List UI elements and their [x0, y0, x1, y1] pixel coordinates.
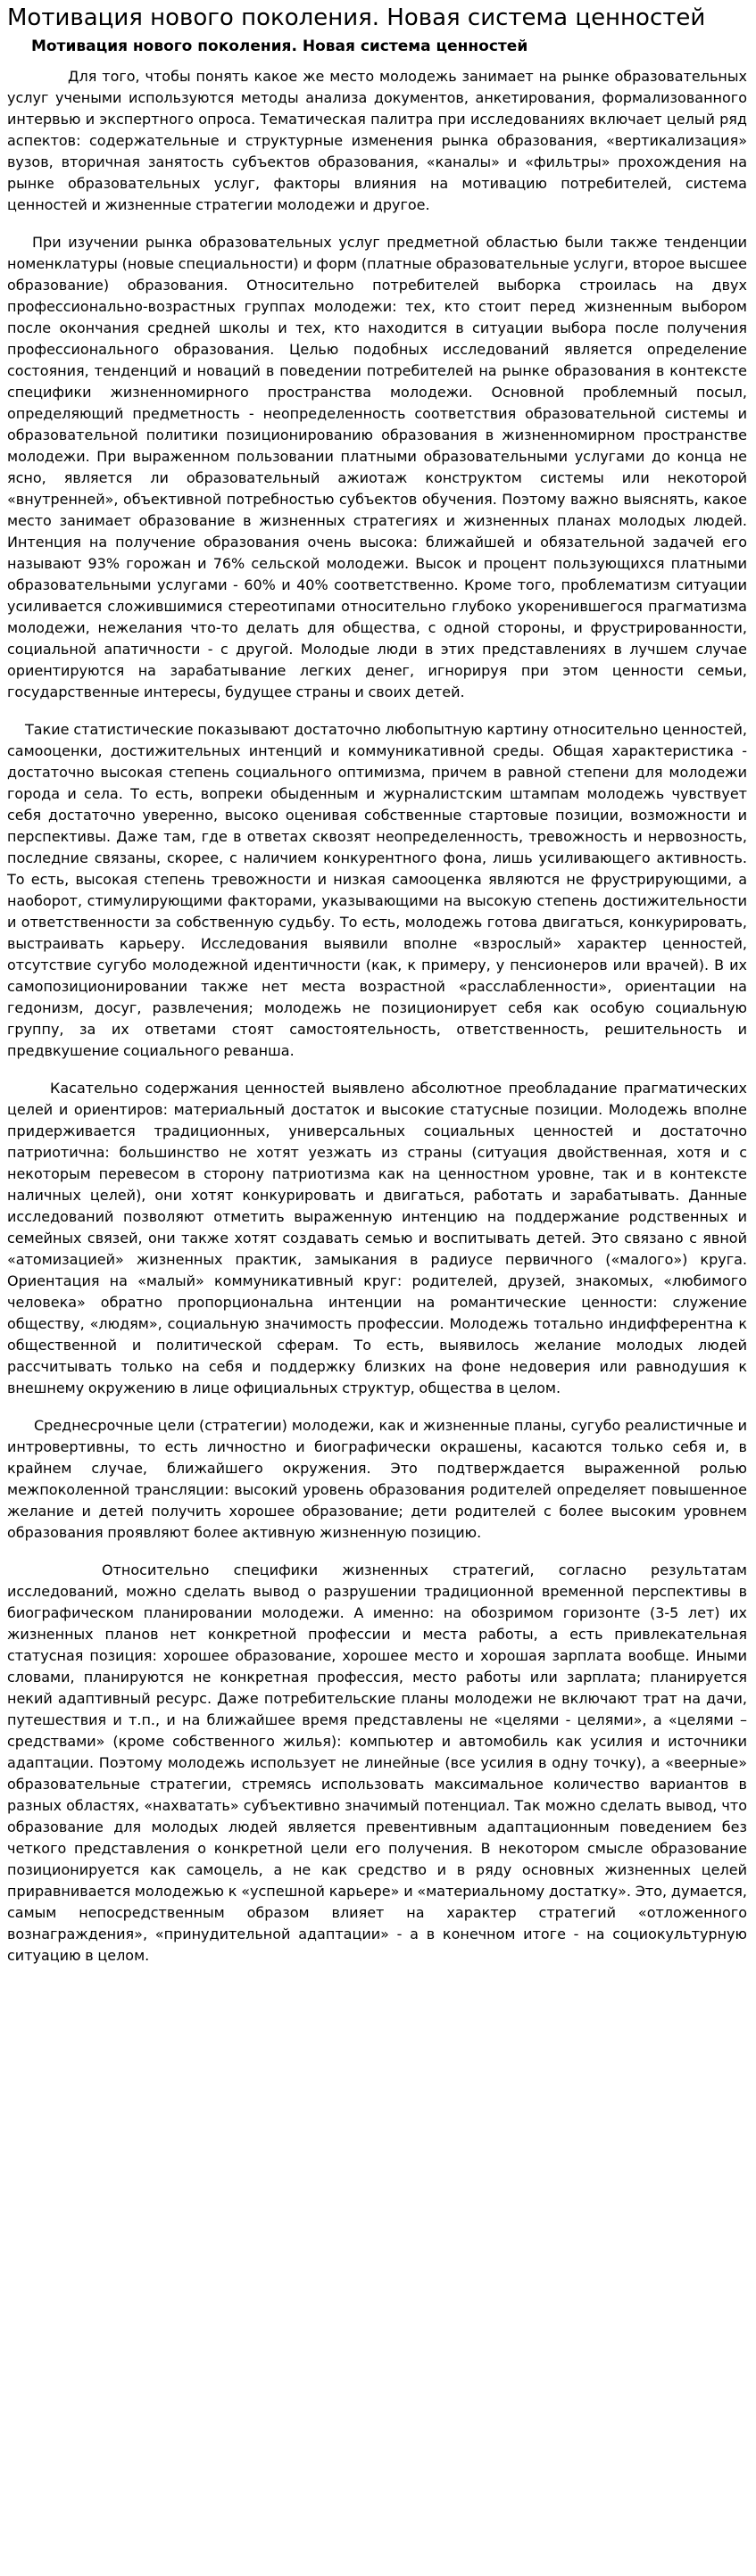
page-title: Мотивация нового поколения. Новая система ценностей — [7, 4, 706, 31]
paragraph-3: Такие статистические показывают достаточно любопытную картину относительно ценностей, самооценки, достижительных интенций и коммуникативной среды. Общая характеристика - достаточно высокая степень социального оптимизма, причем в равной степени для молодежи города и села. То есть, вопреки обыденным и журналистским штампам молодежь чувствует себя достаточно уверенно, высоко оценивая собственные стартовые позиции, возможности и перспективы. Даже там, где в ответах сквозят неопределенность, тревожность и нервозность, последние связаны, скорее, с наличием конкурентного фона, лишь усиливающего активность. То есть, высокая степень тревожности и низкая самооценка являются не фрустрирующими, а наоборот, стимулирующими факторами, указывающими на высокую степень достижительности и ответственности за собственную судьбу. То есть, молодежь готова двигаться, конкурировать, выстраивать карьеру. Исследования выявили вполне «взрослый» характер ценностей, отсутствие сугубо молодежной идентичности (как, к примеру, у пенсионеров или врачей). В их самопозиционировании также нет места возрастной «расслабленности», ориентации на гедонизм, досуг, развлечения; молодежь не позиционирует себя как особую социальную группу, за их ответами стоят самостоятельность, ответственность, решительность и предвкушение социального реванша. — [7, 721, 747, 1059]
paragraph-6: Относительно специфики жизненных стратегий, согласно результатам исследований, можно сделать вывод о разрушении традиционной временной перспективы в биографическом планировании молодежи. А именно: на обозримом горизонте (3-5 лет) их жизненных планов нет конкретной профессии и места работы, а есть привлекательная статусная позиция: хорошее образование, хорошее место и хорошая зарплата вообще. Иными словами, планируются не конкретная профессия, место работы или зарплата; планируется некий адаптивный ресурс. Даже потребительские планы молодежи не включают трат на дачи, путешествия и т.п., и на ближайшее время представлены не «целями - целями», а «целями – средствами» (кроме собственного жилья): компьютер и автомобиль как усилия и источники адаптации. Поэтому молодежь использует не линейные (все усилия в одну точку), а «веерные» образовательные стратегии, стремясь использовать максимальное количество вариантов в разных областях, «нахватать» субъективно значимый потенциал. Так можно сделать вывод, что образование для молодых людей является превентивным адаптационным поведением без четкого представления о конкретной цели его получения. В некотором смысле образование позиционируется как самоцель, а не как средство и в ряду основных жизненных целей приравнивается молодежью к «успешной карьере» и «материальному достатку». Это, думается, самым непосредственным образом влияет на характер стратегий «отложенного вознаграждения», «принудительной адаптации» - а в конечном итоге - на социокультурную ситуацию в целом. — [7, 1561, 747, 1964]
paragraph-4: Касательно содержания ценностей выявлено абсолютное преобладание прагматических целей и ориентиров: материальный достаток и высокие статусные позиции. Молодежь вполне придерживается традиционных, универсальных социальных ценностей и достаточно патриотична: большинство не хотят уезжать из страны (ситуация двойственная, хотя и с некоторым перевесом в сторону патриотизма как на ценностном уровне, так и в контексте наличных целей), они хотят конкурировать и двигаться, работать и зарабатывать. Данные исследований позволяют отметить выраженную интенцию на поддержание родственных и семейных связей, они также хотят создавать семью и воспитывать детей. Это связано с явной «атомизацией» жизненных практик, замыкания в радиусе первичного («малого») круга. Ориентация на «малый» коммуникативный круг: родителей, друзей, знакомых, «любимого человека» обратно пропорциональна интенции на романтические ценности: служение обществу, «людям», социальную значимость профессии. Молодежь тотально индифферентна к общественной и политической сферам. То есть, выявилось желание молодых людей рассчитывать только на себя и поддержку близких на фоне недоверия или равнодушия к внешнему окружению в лице официальных структур, общества в целом. — [7, 1080, 747, 1396]
paragraph-5: Среднесрочные цели (стратегии) молодежи, как и жизненные планы, сугубо реалистичные и интровертивны, то есть личностно и биографически окрашены, касаются только себя и, в крайнем случае, ближайшего окружения. Это подтверждается выраженной ролью межпоколенной трансляции: высокий уровень образования родителей определяет повышенное желание и детей получить хорошее образование; дети родителей с более высоким уровнем образования проявляют более активную жизненную позицию. — [7, 1417, 747, 1541]
paragraph-2: При изучении рынка образовательных услуг предметной областью были также тенденции номенклатуры (новые специальности) и форм (платные образовательные услуги, второе высшее образование) образования. Относительно потребителей выборка строилась на двух профессионально-возрастных группах молодежи: тех, кто стоит перед жизненным выбором после окончания средней школы и тех, кто находится в ситуации выбора после получения профессионального образования. Целью подобных исследований является определение состояния, тенденций и новаций в поведении потребителей на рынке образования в контексте специфики жизненномирного пространства молодежи. Основной проблемный посыл, определяющий предметность - неопределенность соответствия образовательной системы и образовательной политики позиционированию образования в жизненномирном пространстве молодежи. При выраженном пользовании платными образовательными услугами до конца не ясно, является ли образовательный ажиотаж конструктом системы или некоторой «внутренней», объективной потребностью субъектов обучения. Поэтому важно выяснять, какое место занимает образование в жизненных стратегиях и жизненных планах молодых людей. Интенция на получение образования очень высока: ближайшей и обязательной задачей его называют 93% горожан и 76% сельской молодежи. Высок и процент пользующихся платными образовательными услугами - 60% и 40% соответственно. Кроме того, проблематизм ситуации усиливается сложившимися стереотипами относительно глубоко укоренившегося прагматизма молодежи, нежелания что-то делать для общества, с одной стороны, и фрустрированности, социальной апатичности - с другой. Молодые люди в этих представлениях в лучшем случае ориентируются на зарабатывание легких денег, игнорируя при этом ценности семьи, государственные интересы, будущее страны и своих детей. — [7, 234, 747, 700]
article-subtitle: Мотивация нового поколения. Новая система ценностей — [31, 37, 528, 55]
paragraph-1: Для того, чтобы понять какое же место молодежь занимает на рынке образовательных услуг учеными используются методы анализа документов, анкетирования, формализованного интервью и экспертного опроса. Тематическая палитра при исследованиях включает целый ряд аспектов: содержательные и структурные изменения рынка образования, «вертикализация» вузов, вторичная занятость субъектов образования, «каналы» и «фильтры» прохождения на рынке образовательных услуг, факторы влияния на мотивацию потребителей, система ценностей и жизненные стратегии молодежи и другое. — [7, 68, 747, 213]
